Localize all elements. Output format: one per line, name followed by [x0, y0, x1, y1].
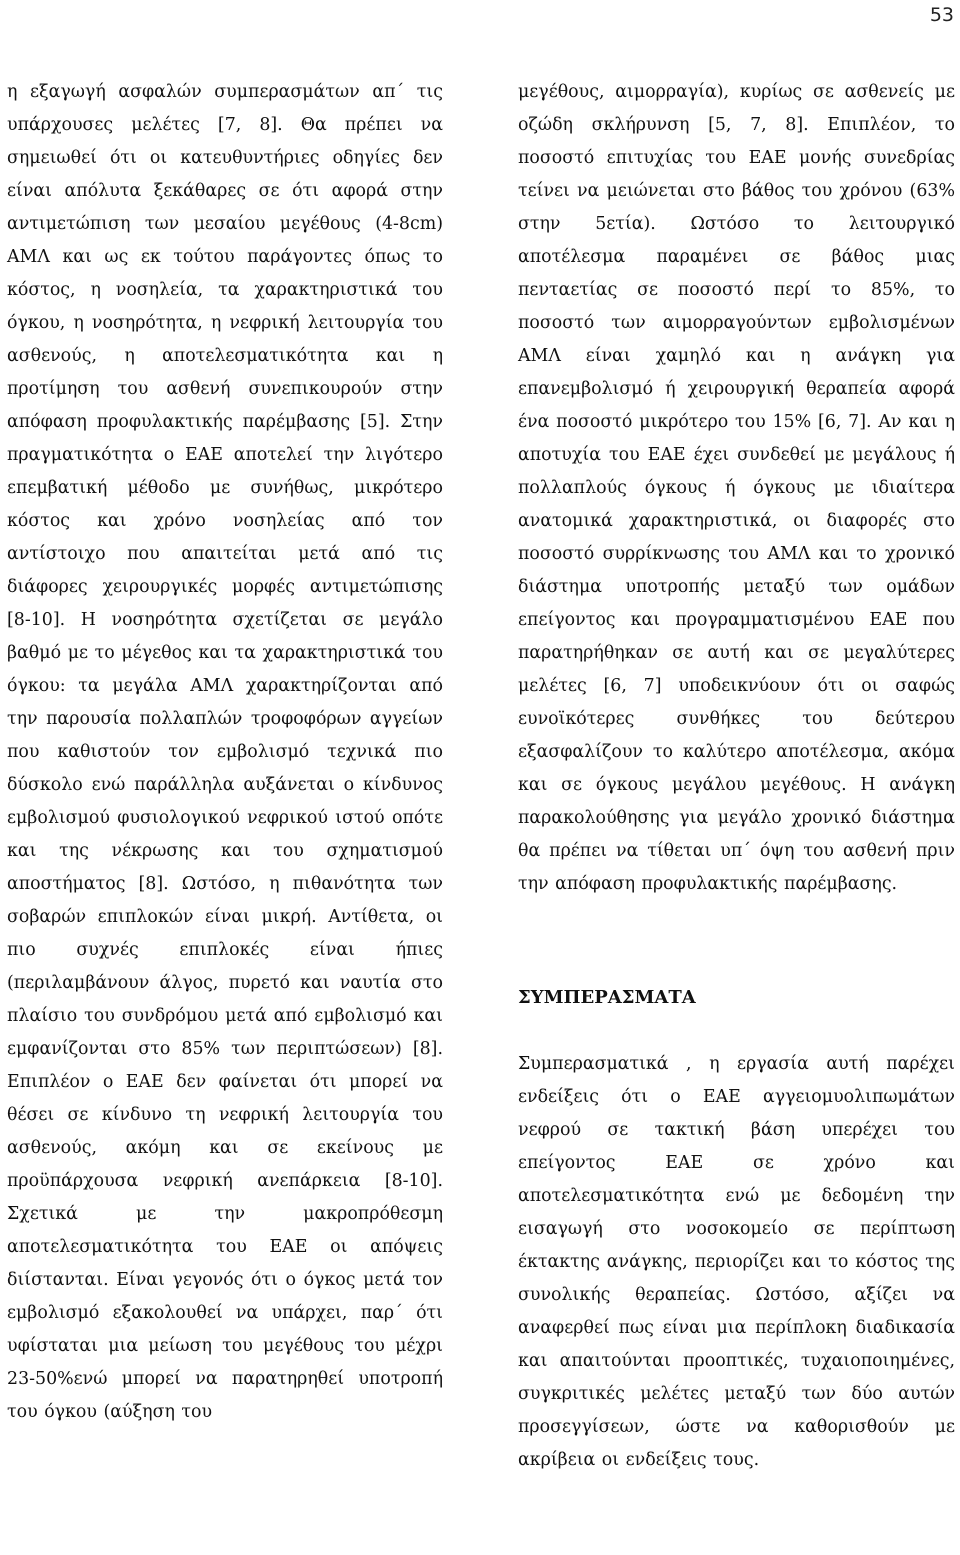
body-paragraph-continued: μεγέθους, αιμορραγία), κυρίως σε ασθενείς με οζώδη σκλήρυνση [5, 7, 8]. Επιπλέον, το ποσοστό επιτυχίας του ΕΑΕ μονής συνεδρίας τείνει να μειώνεται στο βάθος του χρόνου (63% στην 5ετία). Ωστόσο το λειτουργικό αποτέλεσμα παραμένει σε βάθος μιας πενταετίας σε ποσοστό περί το 85%, το ποσοστό των αιμορραγούντων εμβολισμένων ΑΜΛ είναι χαμηλό και η ανάγκη για επανεμβολισμό ή χειρουργική θεραπεία αφορά ένα ποσοστό μικρότερο του 15% [6, 7]. Αν και η αποτυχία του ΕΑΕ έχει συνδεθεί με μεγάλους ή πολλαπλούς όγκους ή όγκους με ιδιαίτερα ανατομικά χαρακτηριστικά, οι διαφορές στο ποσοστό συρρίκνωσης του ΑΜΛ και το χρονικό διάστημα υποτροπής μεταξύ των ομάδων επείγοντος και προγραμματισμένου ΕΑΕ που παρατηρήθηκαν σε αυτή και σε μεγαλύτερες μελέτες [6, 7] υποδεικνύουν ότι οι σαφώς ευνοϊκότερες συνθήκες του δεύτερου εξασφαλίζουν το καλύτερο αποτέλεσμα, ακόμα και σε όγκους μεγάλου μεγέθους. Η ανάγκη παρακολούθησης για μεγάλο χρονικό διάστημα θα πρέπει να τίθεται υπ΄ όψη του ασθενή πριν την απόφαση προφυλακτικής παρέμβασης.: [518, 82, 955, 894]
right-column: [518, 76, 955, 1477]
left-column: [7, 76, 443, 1429]
conclusion-paragraph: Συμπερασματικά , η εργασία αυτή παρέχει ενδείξεις ότι ο ΕΑΕ αγγειομυολιπωμάτων νεφρού σε τακτική βάση υπερέχει του επείγοντος ΕΑΕ σε χρόνο και αποτελεσματικότητα ενώ με δεδομένη την εισαγωγή στο νοσοκομείο σε περίπτωση έκτακτης ανάγκης, περιορίζει και το κόστος της συνολικής θεραπείας. Ωστόσο, αξίζει να αναφερθεί πως είναι μια περίπλοκη διαδικασία και απαιτούνται προοπτικές, τυχαιοποιημένες, συγκριτικές μελέτες μεταξύ των δύο αυτών προσεγγίσεων, ώστε να καθορισθούν με ακρίβεια οι ενδείξεις τους.: [518, 1054, 955, 1470]
page-number: 53: [929, 4, 954, 26]
section-heading-conclusions: ΣΥΜΠΕΡΑΣΜΑΤΑ: [518, 987, 696, 1008]
body-paragraph: η εξαγωγή ασφαλών συμπερασμάτων απ΄ τις υπάρχουσες μελέτες [7, 8]. Θα πρέπει να σημειωθεί ότι οι κατευθυντήριες οδηγίες δεν είναι απόλυτα ξεκάθαρες σε ότι αφορά στην αντιμετώπιση των μεσαίου μεγέθους (4-8cm) ΑΜΛ και ως εκ τούτου παράγοντες όπως το κόστος, η νοσηλεία, τα χαρακτηριστικά του όγκου, η νοσηρότητα, η νεφρική λειτουργία του ασθενούς, η αποτελεσματικότητα και η προτίμηση του ασθενή συνεπικουρούν στην απόφαση προφυλακτικής παρέμβασης [5]. Στην πραγματικότητα ο ΕΑΕ αποτελεί την λιγότερο επεμβατική μέθοδο με συνήθως, μικρότερο κόστος και χρόνο νοσηλείας από τον αντίστοιχο που απαιτείται μετά από τις διάφορες χειρουργικές μορφές αντιμετώπισης [8-10]. Η νοσηρότητα σχετίζεται σε μεγάλο βαθμό με το μέγεθος και τα χαρακτηριστικά του όγκου: τα μεγάλα ΑΜΛ χαρακτηρίζονται από την παρουσία πολλαπλών τροφοφόρων αγγείων που καθιστούν τον εμβολισμό τεχνικά πιο δύσκολο ενώ παράλληλα αυξάνεται ο κίνδυνος εμβολισμού φυσιολογικού νεφρικού ιστού οπότε και της νέκρωσης και του σχηματισμού αποστήματος [8]. Ωστόσο, η πιθανότητα των σοβαρών επιπλοκών είναι μικρή. Αντίθετα, οι πιο συχνές επιπλοκές είναι ήπιες (περιλαμβάνουν άλγος, πυρετό και ναυτία στο πλαίσιο του συνδρόμου μετά από εμβολισμό και εμφανίζονται στο 85% των περιπτώσεων) [8]. Επιπλέον ο ΕΑΕ δεν φαίνεται ότι μπορεί να θέσει σε κίνδυνο τη νεφρική λειτουργία του ασθενούς, ακόμη και σε εκείνους με προϋπάρχουσα νεφρική ανεπάρκεια [8-10]. Σχετικά με την μακροπρόθεσμη αποτελεσματικότητα του ΕΑΕ οι απόψεις διίστανται. Είναι γεγονός ότι ο όγκος μετά τον εμβολισμό εξακολουθεί να υπάρχει, παρ΄ ότι υφίσταται μια μείωση του μεγέθους του μέχρι 23-50%ενώ μπορεί να παρατηρηθεί υποτροπή του όγκου (αύξηση του: [7, 82, 443, 1422]
